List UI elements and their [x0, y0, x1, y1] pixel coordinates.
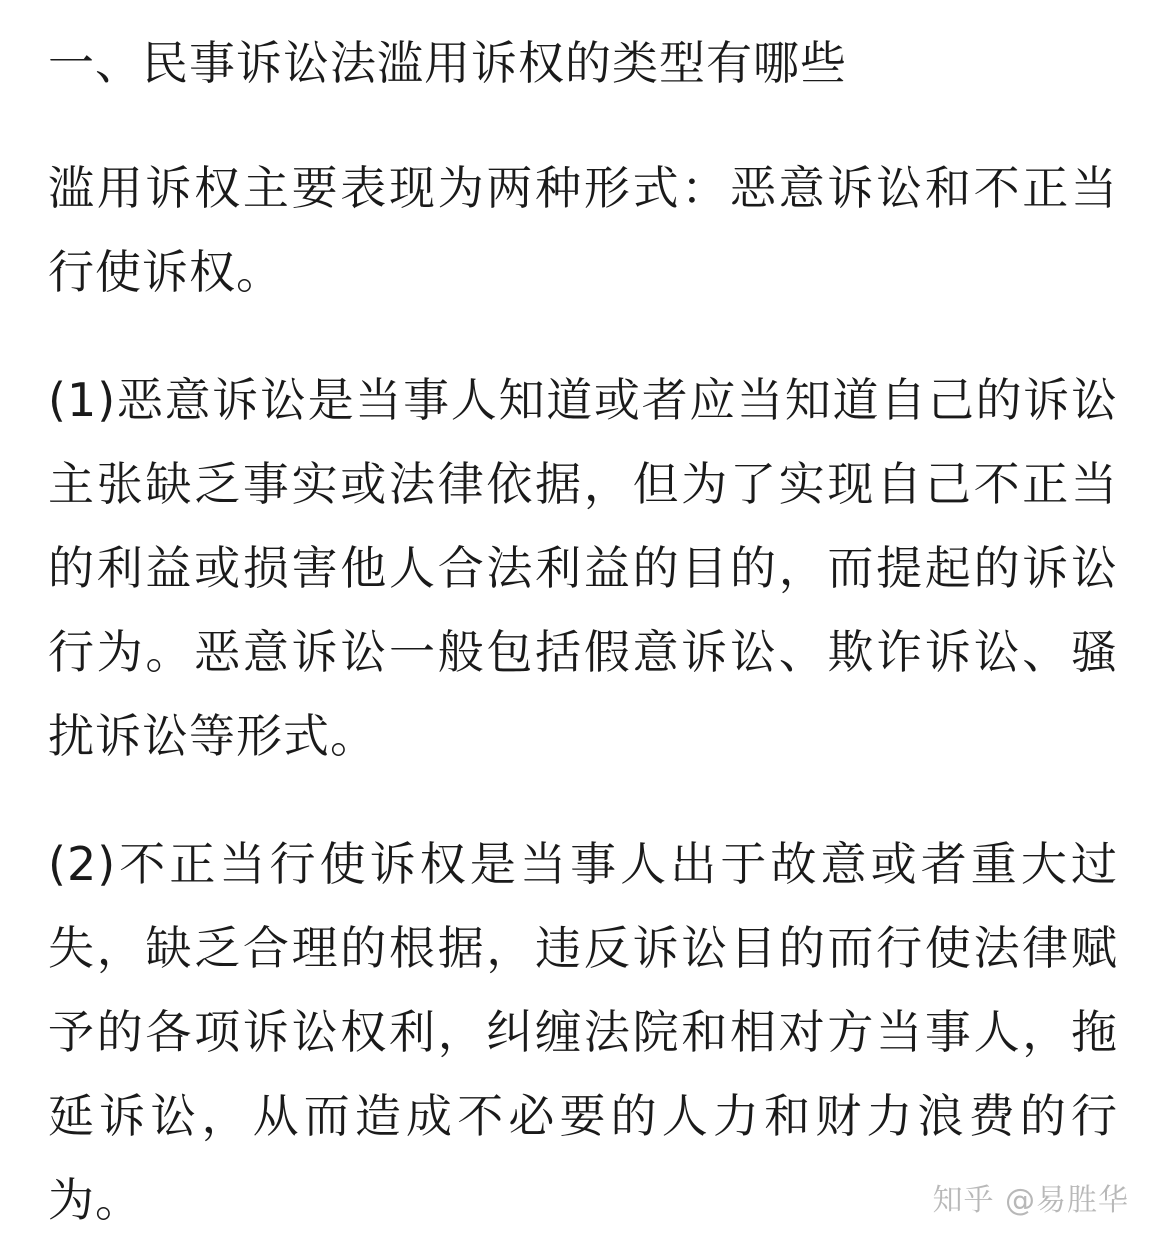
paragraph-intro: 滥用诉权主要表现为两种形式：恶意诉讼和不正当行使诉权。	[48, 161, 1118, 299]
article-heading: 一、民事诉讼法滥用诉权的类型有哪些	[48, 36, 847, 90]
paragraph-malicious-litigation: (1)恶意诉讼是当事人知道或者应当知道自己的诉讼主张缺乏事实或法律依据，但为了实现自己不正当的利益或损害他人合法利益的目的，而提起的诉讼行为。恶意诉讼一般包括假意诉讼、欺诈诉讼、骚扰诉讼等形式。	[48, 373, 1118, 763]
paragraph-improper-exercise: (2)不正当行使诉权是当事人出于故意或者重大过失，缺乏合理的根据，违反诉讼目的而行使法律赋予的各项诉讼权利，纠缠法院和相对方当事人，拖延诉讼，从而造成不必要的人力和财力浪费的行为。	[48, 837, 1118, 1227]
article	[48, 30, 1118, 1242]
zhihu-watermark: 知乎 @易胜华	[932, 1183, 1129, 1218]
